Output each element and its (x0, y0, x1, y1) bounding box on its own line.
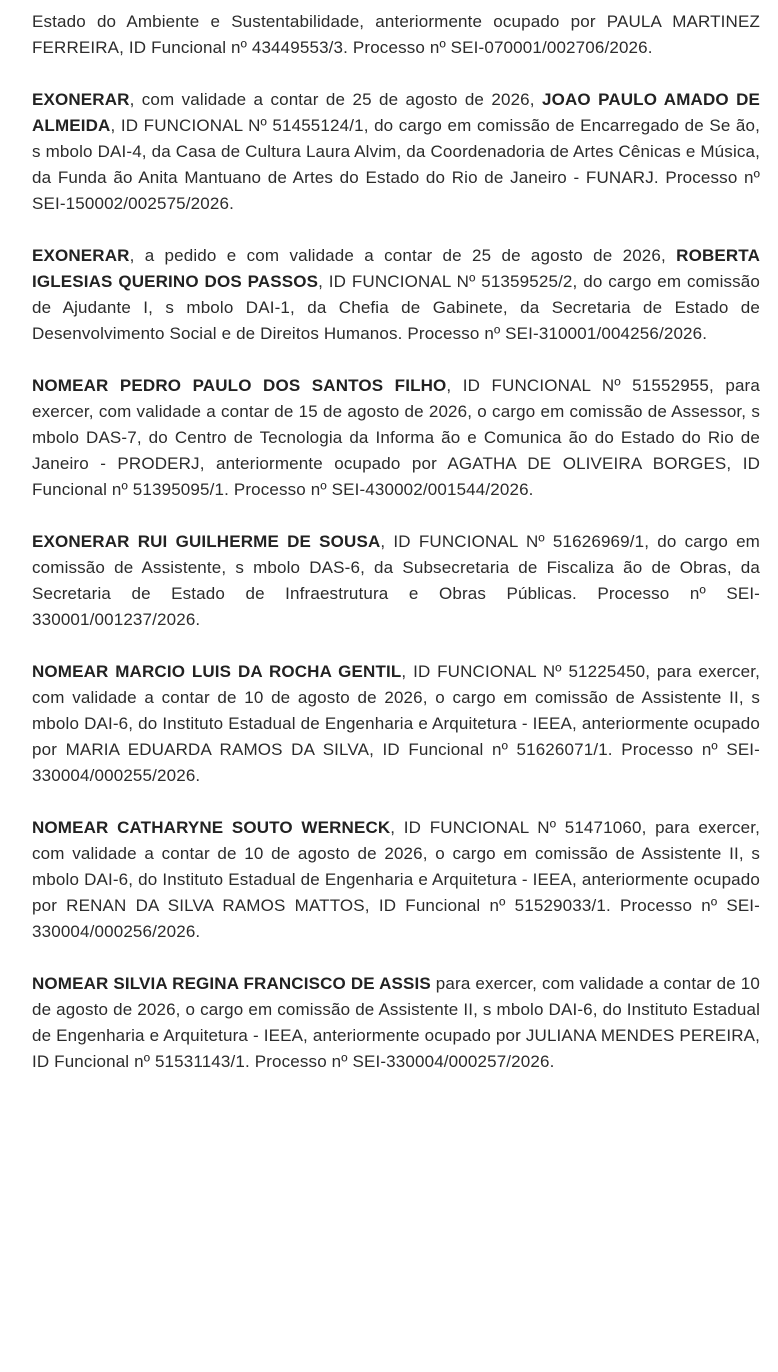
paragraph-7-bold: NOMEAR CATHARYNE SOUTO WERNECK (32, 818, 391, 837)
paragraph-4-bold: NOMEAR PEDRO PAULO DOS SANTOS FILHO (32, 376, 447, 395)
paragraph-2-text-2: , ID FUNCIONAL Nº 51455124/1, do cargo em comissão de Encarregado de Se ão, s mbolo DAI-4, da Casa de Cultura Laura Alvim, da Coordenadoria de Artes Cênicas e Música, da Funda ão Anita Mantuano de Artes do Estado do Rio de Janeiro - FUNARJ. Processo nº SEI-150002/002575/2026. (32, 116, 760, 213)
paragraph-5 (32, 529, 760, 633)
paragraph-5-bold: EXONERAR RUI GUILHERME DE SOUSA (32, 532, 381, 551)
paragraph-7-text: , ID FUNCIONAL Nº 51471060, para exercer, com validade a contar de 10 de agosto de 2026, o cargo em comissão de Assistente II, s mbolo DAI-6, do Instituto Estadual de Engenharia e Arquitetura - IEEA, anteriormente ocupado por RENAN DA SILVA RAMOS MATTOS, ID Funcional nº 51529033/1. Processo nº SEI-330004/000256/2026. (32, 818, 760, 941)
paragraph-4 (32, 373, 760, 503)
paragraph-8-bold: NOMEAR SILVIA REGINA FRANCISCO DE ASSIS (32, 974, 431, 993)
paragraph-6-text: , ID FUNCIONAL Nº 51225450, para exercer, com validade a contar de 10 de agosto de 2026, o cargo em comissão de Assistente II, s mbolo DAI-6, do Instituto Estadual de Engenharia e Arquitetura - IEEA, anteriormente ocupado por MARIA EDUARDA RAMOS DA SILVA, ID Funcional nº 51626071/1. Processo nº SEI-330004/000255/2026. (32, 662, 761, 785)
paragraph-6 (32, 659, 760, 789)
paragraph-6-bold: NOMEAR MARCIO LUIS DA ROCHA GENTIL (32, 662, 402, 681)
paragraph-7 (32, 815, 760, 945)
paragraph-2-person: JOAO PAULO AMADO DE ALMEIDA (32, 90, 760, 135)
paragraph-1 (32, 9, 760, 61)
paragraph-8 (32, 971, 760, 1075)
paragraph-3-action: EXONERAR (32, 246, 130, 265)
paragraph-8-text: para exercer, com validade a contar de 10 de agosto de 2026, o cargo em comissão de Assistente II, s mbolo DAI-6, do Instituto Estadual de Engenharia e Arquitetura - IEEA, anteriormente ocupado por JULIANA MENDES PEREIRA, ID Funcional nº 51531143/1. Processo nº SEI-330004/000257/2026. (32, 974, 761, 1071)
paragraph-5-text: , ID FUNCIONAL Nº 51626969/1, do cargo em comissão de Assistente, s mbolo DAS-6, da Subsecretaria de Fiscaliza ão de Obras, da Secretaria de Estado de Infraestrutura e Obras Públicas. Processo nº SEI-330001/001237/2026. (32, 532, 760, 629)
paragraph-2 (32, 87, 760, 217)
paragraph-3-person: ROBERTA IGLESIAS QUERINO DOS PASSOS (32, 246, 760, 291)
paragraph-3 (32, 243, 760, 347)
paragraph-3-text: , a pedido e com validade a contar de 25 de agosto de 2026, (129, 246, 677, 265)
paragraph-2-action: EXONERAR (32, 90, 130, 109)
paragraph-3-text-2: , ID FUNCIONAL Nº 51359525/2, do cargo em comissão de Ajudante I, s mbolo DAI-1, da Chefia de Gabinete, da Secretaria de Estado de Desenvolvimento Social e de Direitos Humanos. Processo nº SEI-310001/004256/2026. (32, 272, 761, 343)
paragraph-2-text: , com validade a contar de 25 de agosto de 2026, (129, 90, 542, 109)
paragraph-1-text: Estado do Ambiente e Sustentabilidade, anteriormente ocupado por PAULA MARTINEZ FERREIRA, ID Funcional nº 43449553/3. Processo nº SEI-070001/002706/2026. (32, 12, 760, 57)
paragraph-4-text: , ID FUNCIONAL Nº 51552955, para exercer, com validade a contar de 15 de agosto de 2026, o cargo em comissão de Assessor, s mbolo DAS-7, do Centro de Tecnologia da Informa ão e Comunica ão do Estado do Rio de Janeiro - PRODERJ, anteriormente ocupado por AGATHA DE OLIVEIRA BORGES, ID Funcional nº 51395095/1. Processo nº SEI-430002/001544/2026. (32, 376, 760, 499)
